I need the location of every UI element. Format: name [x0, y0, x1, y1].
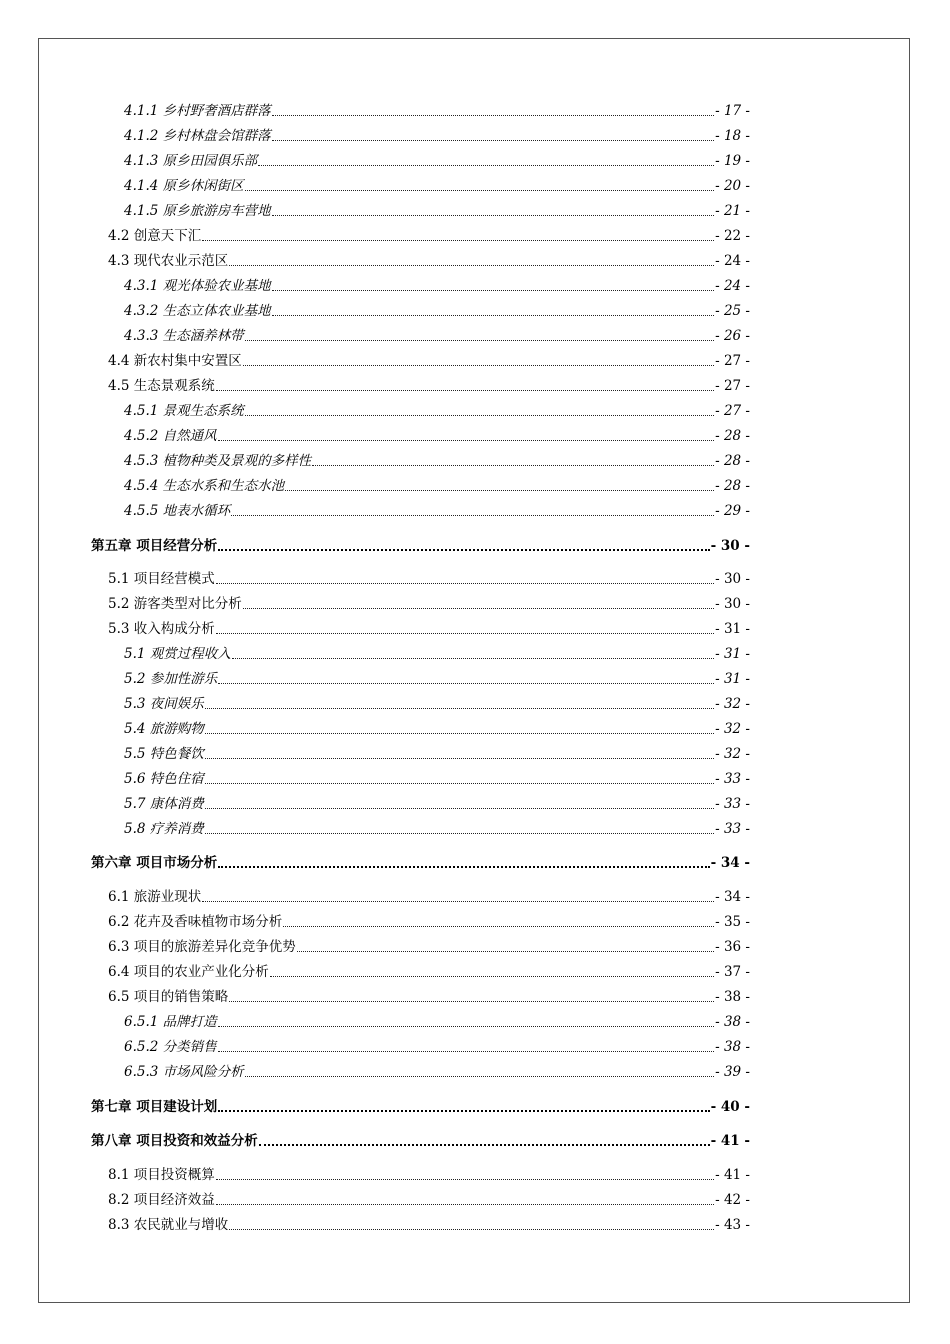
dot-leader — [258, 165, 714, 166]
dot-leader — [245, 415, 714, 416]
toc-entry-label: 第六章 项目市场分析 — [91, 855, 218, 871]
dot-leader — [272, 290, 714, 291]
toc-subsection-row[interactable] — [124, 1062, 750, 1082]
toc-page-number: - 34 - — [715, 889, 750, 905]
toc-subsection-row[interactable] — [124, 401, 750, 421]
toc-page-number: - 40 - — [710, 1099, 750, 1115]
toc-subsection-row[interactable] — [124, 694, 750, 714]
toc-page-number: - 27 - — [715, 403, 750, 419]
toc-page-number: - 33 - — [715, 821, 750, 837]
dot-leader — [245, 340, 714, 341]
toc-entry-label: 5.2 游客类型对比分析 — [108, 596, 242, 612]
toc-page-number: - 31 - — [715, 621, 750, 637]
toc-chapter-row[interactable] — [91, 536, 750, 556]
dot-leader — [205, 808, 714, 809]
toc-entry-label: 6.5.1 品牌打造 — [124, 1014, 217, 1030]
toc-entry-label: 6.2 花卉及香味植物市场分析 — [108, 914, 283, 930]
toc-entry-label: 4.5.1 景观生态系统 — [124, 403, 244, 419]
toc-section-row[interactable] — [108, 1165, 750, 1185]
toc-subsection-row[interactable] — [124, 176, 750, 196]
dot-leader — [218, 1051, 714, 1052]
toc-entry-label: 4.5 生态景观系统 — [108, 378, 215, 394]
toc-subsection-row[interactable] — [124, 719, 750, 739]
dot-leader — [232, 658, 714, 659]
toc-section-row[interactable] — [108, 376, 750, 396]
toc-subsection-row[interactable] — [124, 1012, 750, 1032]
toc-section-row[interactable] — [108, 937, 750, 957]
toc-subsection-row[interactable] — [124, 669, 750, 689]
dot-leader — [297, 951, 714, 952]
dot-leader — [245, 1076, 714, 1077]
toc-page-number: - 19 - — [715, 153, 750, 169]
toc-entry-label: 8.1 项目投资概算 — [108, 1167, 215, 1183]
toc-entry-label: 4.2 创意天下汇 — [108, 228, 202, 244]
toc-page-number: - 33 - — [715, 771, 750, 787]
toc-section-row[interactable] — [108, 1190, 750, 1210]
toc-subsection-row[interactable] — [124, 326, 750, 346]
dot-leader — [231, 515, 714, 516]
dot-leader — [218, 1026, 714, 1027]
toc-entry-label: 6.5.3 市场风险分析 — [124, 1064, 244, 1080]
dot-leader — [218, 440, 714, 441]
toc-subsection-row[interactable] — [124, 644, 750, 664]
dot-leader — [218, 1110, 709, 1112]
toc-chapter-row[interactable] — [91, 1097, 750, 1117]
toc-subsection-row[interactable] — [124, 769, 750, 789]
toc-subsection-row[interactable] — [124, 744, 750, 764]
toc-entry-label: 5.4 旅游购物 — [124, 721, 204, 737]
toc-section-row[interactable] — [108, 251, 750, 271]
dot-leader — [229, 1229, 714, 1230]
dot-leader — [216, 633, 714, 634]
toc-page-number: - 43 - — [715, 1217, 750, 1233]
dot-leader — [216, 583, 714, 584]
toc-entry-label: 4.3 现代农业示范区 — [108, 253, 229, 269]
toc-page-number: - 28 - — [715, 478, 750, 494]
toc-entry-label: 5.5 特色餐饮 — [124, 746, 204, 762]
dot-leader — [216, 390, 714, 391]
toc-section-row[interactable] — [108, 912, 750, 932]
toc-page-number: - 33 - — [715, 796, 750, 812]
dot-leader — [245, 190, 714, 191]
toc-subsection-row[interactable] — [124, 819, 750, 839]
dot-leader — [205, 783, 714, 784]
dot-leader — [272, 215, 714, 216]
toc-entry-label: 6.5 项目的销售策略 — [108, 989, 229, 1005]
toc-page-number: - 38 - — [715, 1039, 750, 1055]
dot-leader — [272, 140, 714, 141]
toc-page-number: - 41 - — [715, 1167, 750, 1183]
toc-subsection-row[interactable] — [124, 276, 750, 296]
toc-page-number: - 22 - — [715, 228, 750, 244]
dot-leader — [243, 365, 714, 366]
toc-section-row[interactable] — [108, 594, 750, 614]
dot-leader — [202, 240, 714, 241]
toc-page-number: - 18 - — [715, 128, 750, 144]
dot-leader — [205, 833, 714, 834]
toc-entry-label: 4.5.5 地表水循环 — [124, 503, 231, 519]
toc-entry-label: 4.3.1 观光体验农业基地 — [124, 278, 271, 294]
toc-entry-label: 5.3 夜间娱乐 — [124, 696, 204, 712]
toc-section-row[interactable] — [108, 1215, 750, 1235]
toc-page-number: - 42 - — [715, 1192, 750, 1208]
dot-leader — [205, 758, 714, 759]
toc-section-row[interactable] — [108, 619, 750, 639]
dot-leader — [285, 490, 714, 491]
toc-entry-label: 8.2 项目经济效益 — [108, 1192, 215, 1208]
toc-subsection-row[interactable] — [124, 1037, 750, 1057]
toc-page-number: - 27 - — [715, 378, 750, 394]
toc-page-number: - 20 - — [715, 178, 750, 194]
toc-entry-label: 第七章 项目建设计划 — [91, 1099, 218, 1115]
toc-subsection-row[interactable] — [124, 794, 750, 814]
toc-page-number: - 32 - — [715, 696, 750, 712]
toc-section-row[interactable] — [108, 351, 750, 371]
toc-entry-label: 第八章 项目投资和效益分析 — [91, 1133, 258, 1149]
toc-entry-label: 5.6 特色住宿 — [124, 771, 204, 787]
toc-page-number: - 29 - — [715, 503, 750, 519]
toc-page-number: - 37 - — [715, 964, 750, 980]
dot-leader — [218, 866, 709, 868]
toc-entry-label: 5.8 疗养消费 — [124, 821, 204, 837]
dot-leader — [259, 1144, 710, 1146]
toc-page-number: - 30 - — [715, 596, 750, 612]
dot-leader — [229, 265, 714, 266]
toc-entry-label: 6.4 项目的农业产业化分析 — [108, 964, 269, 980]
toc-page-number: - 24 - — [715, 278, 750, 294]
toc-entry-label: 4.1.3 原乡田园俱乐部 — [124, 153, 258, 169]
toc-page-number: - 30 - — [715, 571, 750, 587]
toc-section-row[interactable] — [108, 569, 750, 589]
toc-page-number: - 31 - — [715, 671, 750, 687]
toc-page-number: - 34 - — [710, 855, 750, 871]
dot-leader — [272, 115, 714, 116]
toc-page-number: - 28 - — [715, 428, 750, 444]
toc-entry-label: 4.4 新农村集中安置区 — [108, 353, 242, 369]
toc-page-number: - 25 - — [715, 303, 750, 319]
dot-leader — [243, 608, 714, 609]
toc-entry-label: 4.1.2 乡村林盘会馆群落 — [124, 128, 271, 144]
toc-entry-label: 4.3.3 生态涵养林带 — [124, 328, 244, 344]
toc-chapter-row[interactable] — [91, 1131, 750, 1151]
toc-subsection-row[interactable] — [124, 476, 750, 496]
toc-subsection-row[interactable] — [124, 501, 750, 521]
toc-page-number: - 32 - — [715, 746, 750, 762]
dot-leader — [202, 901, 714, 902]
toc-page-number: - 38 - — [715, 989, 750, 1005]
dot-leader — [229, 1001, 714, 1002]
dot-leader — [272, 315, 714, 316]
toc-section-row[interactable] — [108, 962, 750, 982]
toc-subsection-row[interactable] — [124, 151, 750, 171]
toc-entry-label: 4.1.1 乡村野奢酒店群落 — [124, 103, 271, 119]
toc-page-number: - 17 - — [715, 103, 750, 119]
toc-page-number: - 39 - — [715, 1064, 750, 1080]
dot-leader — [283, 926, 714, 927]
toc-entry-label: 6.3 项目的旅游差异化竞争优势 — [108, 939, 296, 955]
toc-section-row[interactable] — [108, 887, 750, 907]
toc-page-number: - 24 - — [715, 253, 750, 269]
toc-entry-label: 5.1 观赏过程收入 — [124, 646, 231, 662]
toc-entry-label: 4.1.4 原乡休闲街区 — [124, 178, 244, 194]
toc-page-number: - 28 - — [715, 453, 750, 469]
toc-subsection-row[interactable] — [124, 426, 750, 446]
toc-page-number: - 32 - — [715, 721, 750, 737]
toc-entry-label: 4.5.4 生态水系和生态水池 — [124, 478, 285, 494]
toc-subsection-row[interactable] — [124, 126, 750, 146]
toc-page-number: - 38 - — [715, 1014, 750, 1030]
dot-leader — [216, 1179, 714, 1180]
toc-entry-label: 8.3 农民就业与增收 — [108, 1217, 229, 1233]
toc-entry-label: 4.1.5 原乡旅游房车营地 — [124, 203, 271, 219]
toc-subsection-row[interactable] — [124, 201, 750, 221]
toc-subsection-row[interactable] — [124, 301, 750, 321]
toc-subsection-row[interactable] — [124, 451, 750, 471]
toc-subsection-row[interactable] — [124, 101, 750, 121]
toc-page-number: - 30 - — [710, 538, 750, 554]
toc-entry-label: 6.1 旅游业现状 — [108, 889, 202, 905]
toc-entry-label: 第五章 项目经营分析 — [91, 538, 218, 554]
toc-page-number: - 26 - — [715, 328, 750, 344]
toc-page-number: - 35 - — [715, 914, 750, 930]
toc-page-number: - 31 - — [715, 646, 750, 662]
dot-leader — [218, 683, 714, 684]
toc-page-number: - 36 - — [715, 939, 750, 955]
toc-page-number: - 21 - — [715, 203, 750, 219]
toc-section-row[interactable] — [108, 987, 750, 1007]
toc-entry-label: 5.3 收入构成分析 — [108, 621, 215, 637]
toc-entry-label: 6.5.2 分类销售 — [124, 1039, 217, 1055]
toc-entry-label: 4.3.2 生态立体农业基地 — [124, 303, 271, 319]
toc-entry-label: 5.7 康体消费 — [124, 796, 204, 812]
toc-page-number: - 27 - — [715, 353, 750, 369]
dot-leader — [205, 708, 714, 709]
dot-leader — [312, 465, 714, 466]
dot-leader — [205, 733, 714, 734]
dot-leader — [218, 549, 709, 551]
dot-leader — [216, 1204, 714, 1205]
toc-chapter-row[interactable] — [91, 853, 750, 873]
toc-section-row[interactable] — [108, 226, 750, 246]
toc-entry-label: 4.5.2 自然通风 — [124, 428, 217, 444]
toc-entry-label: 5.1 项目经营模式 — [108, 571, 215, 587]
toc-entry-label: 5.2 参加性游乐 — [124, 671, 218, 687]
toc-entry-label: 4.5.3 植物种类及景观的多样性 — [124, 453, 312, 469]
toc-page-number: - 41 - — [710, 1133, 750, 1149]
dot-leader — [270, 976, 714, 977]
